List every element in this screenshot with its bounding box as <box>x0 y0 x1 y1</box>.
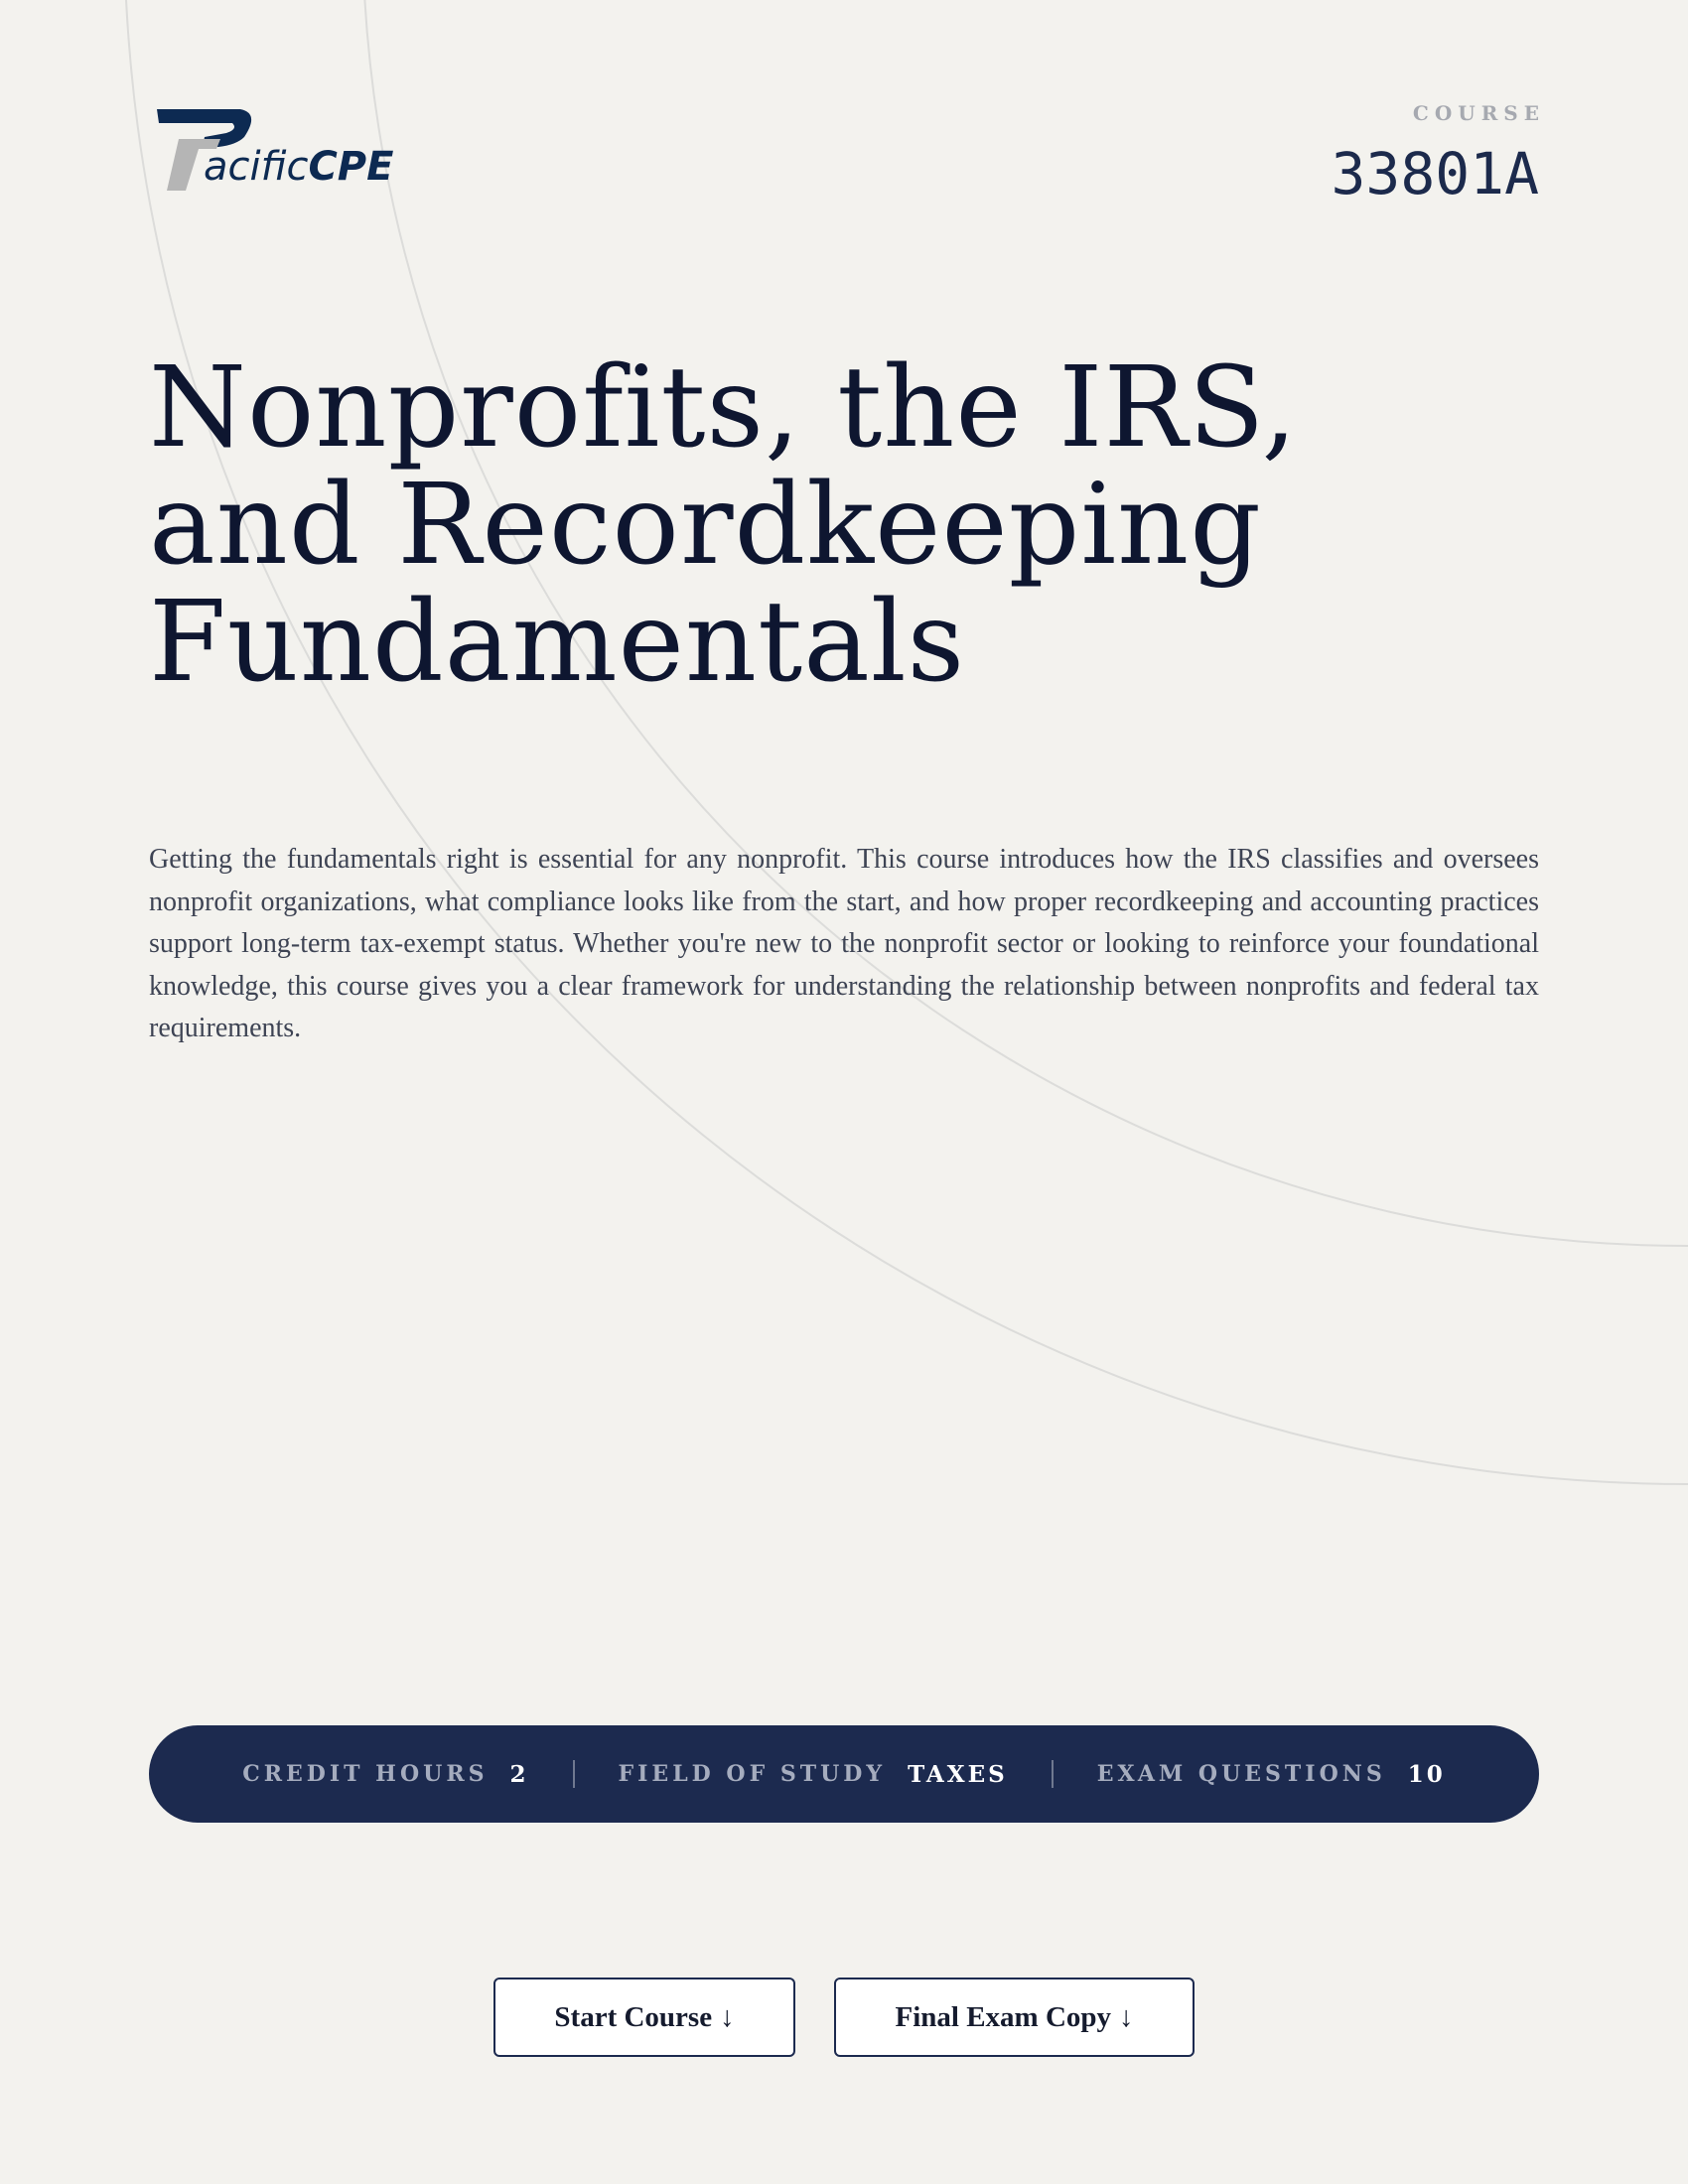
pacific-cpe-logo[interactable] <box>149 99 407 199</box>
logo-wordmark <box>204 145 393 189</box>
info-field-of-study <box>575 1761 1052 1788</box>
info-exam-questions <box>1054 1761 1489 1788</box>
course-info-bar <box>149 1725 1539 1823</box>
logo-wordmark-acific: acific <box>204 144 309 190</box>
course-title <box>149 343 1390 707</box>
exam-questions-label: EXAM QUESTIONS <box>1096 1761 1386 1787</box>
action-buttons <box>0 1978 1688 2057</box>
credit-hours-label: CREDIT HOURS <box>242 1761 489 1787</box>
arrow-down-icon: ↓ <box>1119 2000 1134 2033</box>
credit-hours-value: 2 <box>509 1760 529 1788</box>
final-exam-copy-button[interactable] <box>834 1978 1195 2057</box>
start-course-label: Start Course <box>554 2000 713 2033</box>
field-of-study-label: FIELD OF STUDY <box>618 1761 887 1787</box>
course-code: 33801A <box>1331 140 1539 207</box>
course-title-line-2: and Recordkeeping <box>149 461 1262 590</box>
course-title-line-1: Nonprofits, the IRS, <box>149 343 1299 473</box>
course-label: COURSE <box>1412 101 1545 125</box>
exam-questions-value: 10 <box>1407 1760 1446 1788</box>
info-credit-hours <box>199 1761 572 1788</box>
start-course-button[interactable] <box>493 1978 795 2057</box>
final-exam-copy-label: Final Exam Copy <box>895 2000 1112 2033</box>
arrow-down-icon: ↓ <box>720 2000 735 2033</box>
logo-wordmark-cpe: CPE <box>308 144 394 190</box>
course-description: Getting the fundamentals right is essential for any nonprofit. This course introduces how the IRS classifies and oversees nonprofit organizations, what compliance looks like from the start, and how proper recordkeeping and accounting practices support long-term tax-exempt status. Whether you're new to the nonprofit sector or looking to reinforce your foundational knowledge, this course gives you a clear framework for understanding the relationship between nonprofits and federal tax requirements. <box>149 844 1539 1043</box>
field-of-study-value: TAXES <box>908 1760 1008 1788</box>
course-code-block <box>1331 99 1545 208</box>
course-title-line-3: Fundamentals <box>149 578 966 707</box>
